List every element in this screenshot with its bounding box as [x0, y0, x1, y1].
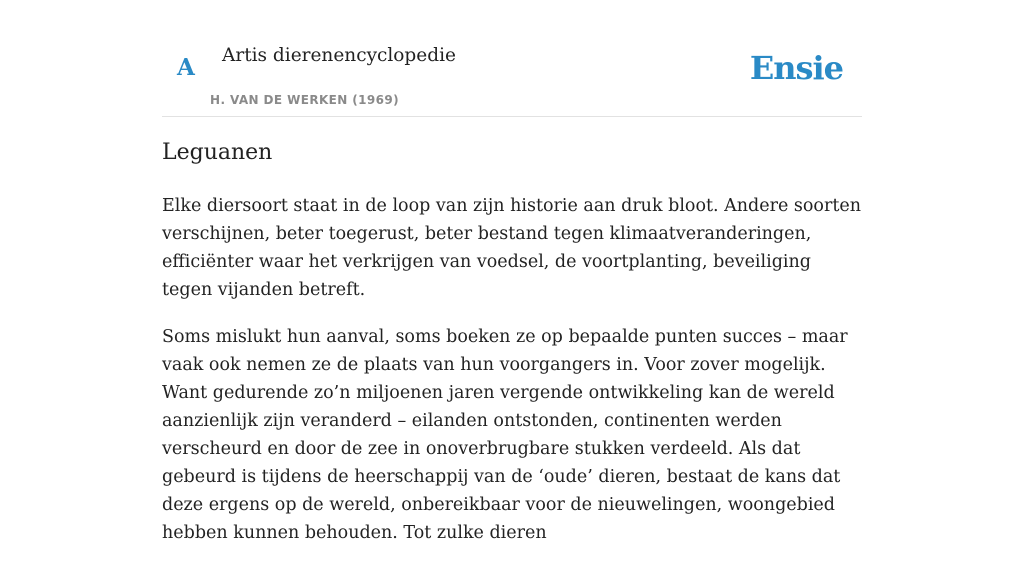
ensie-logo[interactable]: Ensie [749, 49, 843, 87]
work-title-link[interactable]: Artis dierenencyclopedie [222, 45, 456, 66]
article-body [162, 192, 862, 566]
article-paragraph: Soms mislukt hun aanval, soms boeken ze op bepaalde punten succes – maar vaak ook nemen ze de plaats van hun voorgangers in. Voor zover mogelijk. Want gedurende zo’n miljoenen jaren vergende ontwikkeling kan de wereld aanzienlijk zijn veranderd – eilanden ontstonden, continenten werden verscheurd en door de zee in onoverbrugbare stukken verdeeld. Als dat gebeurd is tijdens de heerschappij van de ‘oude’ dieren, bestaat de kans dat deze ergens op de wereld, onbereikbaar voor de nieuwelingen, woongebied hebben kunnen behouden. Tot zulke dieren [162, 327, 848, 543]
article-paragraph: Elke diersoort staat in de loop van zijn historie aan druk bloot. Andere soorten verschijnen, beter toegerust, beter bestand tegen klimaatveranderingen, efficiënter waar het verkrijgen van voedsel, de voortplanting, beveiliging tegen vijanden betreft. [162, 196, 861, 300]
author-label: H. VAN DE WERKEN (1969) [210, 93, 400, 107]
article-title: Leguanen [162, 140, 273, 165]
index-letter-link[interactable]: A [177, 54, 195, 81]
header [162, 0, 862, 117]
